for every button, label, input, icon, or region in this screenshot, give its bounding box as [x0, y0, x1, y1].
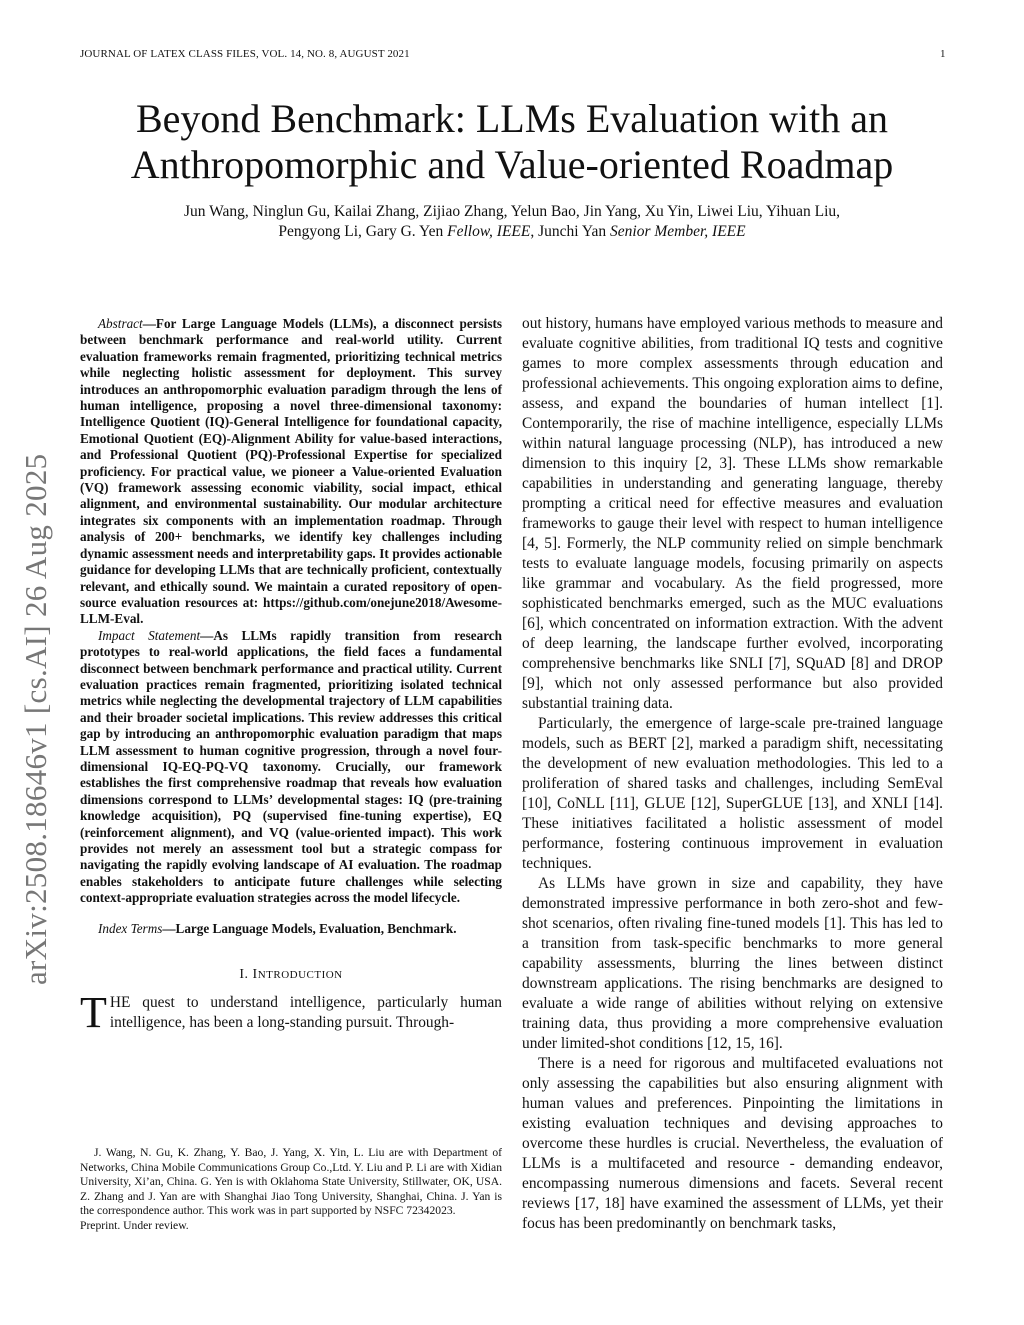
right-column — [522, 314, 943, 1234]
author-title: Senior Member, IEEE — [610, 223, 746, 240]
section-number: I. — [239, 967, 253, 983]
impact-label: Impact Statement — [98, 627, 201, 643]
abstract-text: —For Large Language Models (LLMs), a disconnect persists between benchmark performance and real-world utility. Current evaluation frameworks remain fragmented, prioritizing technical metrics while neglecting holistic assessment for deployment. This survey introduces an anthropomorphic evaluation paradigm through the lens of human intelligence, proposing a novel three-dimensional taxonomy: Intelligence Quotient (IQ)-General Intelligence for foundational capacity, Emotional Quotient (EQ)-Alignment Ability for value-based interactions, and Professional Quotient (PQ)-Professional Expertise for specialized proficiency. For practical value, we pioneer a Value-oriented Evaluation (VQ) framework assessing economic viability, social impact, ethical alignment, and environmental sustainability. Our modular architecture integrates six components with an implementation roadmap. Through analysis of 200+ benchmarks, we identify key challenges including dynamic assessment needs and interpretability gaps. It provides actionable guidance for developing LLMs that are technically proficient, contextually relevant, and ethically sound. We maintain a curated repository of open-source evaluation resources at: https://github.com/onejune2018/Awesome-LLM-Eval. — [80, 316, 502, 627]
drop-cap: T — [80, 988, 107, 1038]
author-title: Fellow, IEEE — [447, 223, 531, 240]
footnote-affiliations: J. Wang, N. Gu, K. Zhang, Y. Bao, J. Yang, X. Yin, L. Liu are with Department of Networks, China Mobile Communications Group Co.,Ltd. Y. Liu and P. Li are with Xidian University, Xi’an, China. G. Yen is with Oklahoma State University, Stillwater, OK, USA. Z. Zhang and J. Yan are with Shanghai Jiao Tong University, Shanghai, China. J. Yan is the correspondence author. This work was in part supported by NSFC 72342023. — [80, 1146, 502, 1218]
left-column — [80, 316, 502, 1038]
body-paragraph: There is a need for rigorous and multifaceted evaluations not only assessing the capabilities but also ensuring alignment with human values and preferences. Pinpointing the limitations in existing evaluation techniques and devising approaches to overcome these hurdles is crucial. Nevertheless, the evaluation of LLMs is a multifaceted and resource - demanding endeavor, encompassing numerous dimensions and facets. Several recent reviews [17, 18] have examined the assessment of LLMs, yet their focus has been predominantly on benchmark tasks, — [522, 1055, 943, 1232]
section-title-rest: NTRODUCTION — [257, 969, 343, 982]
author-line: Jun Wang, Ninglun Gu, Kailai Zhang, Zijiao Zhang, Yelun Bao, Jin Yang, Xu Yin, Liwei Liu, Yihuan Liu, — [183, 203, 841, 220]
author-list — [0, 202, 1024, 242]
abstract — [80, 316, 502, 628]
intro-paragraph — [80, 988, 502, 1038]
impact-statement — [80, 628, 502, 907]
body-paragraph: Particularly, the emergence of large-scale pre-trained language models, such as BERT [2], marked a paradigm shift, necessitating the development of new evaluation methodologies. This led to a proliferation of shared tasks and challenges, including SemEval [10], CoNLL [11], GLUE [12], SuperGLUE [13], and XNLI [14]. These initiatives facilitated a holistic assessment of model performance, fostering continuous improvement in evaluation techniques. — [522, 715, 943, 872]
author-line — [0, 222, 1024, 242]
title-line: Anthropomorphic and Value-oriented Roadmap — [130, 142, 894, 187]
arxiv-stamp: arXiv:2508.18646v1 [cs.AI] 26 Aug 2025 — [18, 453, 53, 985]
running-header: JOURNAL OF LATEX CLASS FILES, VOL. 14, NO. 8, AUGUST 2021 — [80, 48, 410, 60]
index-terms — [80, 921, 502, 937]
paper-title — [0, 96, 1024, 188]
title-line: Beyond Benchmark: LLMs Evaluation with an — [135, 96, 889, 141]
index-terms-label: Index Terms — [98, 920, 163, 936]
author-names: , Junchi Yan — [530, 223, 611, 240]
section-title-initial: I — [252, 967, 258, 983]
index-terms-text: —Large Language Models, Evaluation, Benchmark. — [162, 920, 457, 936]
impact-text: —As LLMs rapidly transition from research prototypes to real-world applications, the field faces a fundamental disconnect between benchmark performance and practical utility. Current evaluation practices remain fragmented, prioritizing isolated technical metrics while neglecting the developmental trajectory of LLM capabilities and their broader societal implications. This review addresses this critical gap by introducing an anthropomorphic evaluation paradigm that maps LLM assessment to human cognitive progression, through a novel four-dimensional IQ-EQ-PQ-VQ taxonomy. Crucially, our framework establishes the first comprehensive roadmap that reveals how evaluation dimensions correspond to LLMs’ developmental stages: IQ (pre-training knowledge acquisition), PQ (supervised fine-tuning expertise), EQ (reinforcement alignment), and VQ (value-oriented impact). This work provides not merely an assessment tool but a strategic compass for navigating the rapidly evolving landscape of AI evaluation. The roadmap enables stakeholders to anticipate future challenges while selecting context-appropriate evaluation strategies across the model lifecycle. — [80, 627, 502, 906]
intro-text: HE quest to understand intelligence, particularly human intelligence, has been a long-standing pursuit. Through- — [109, 994, 502, 1032]
body-paragraph: As LLMs have grown in size and capability, they have demonstrated impressive performance in both zero-shot and few-shot scenarios, often rivaling fine-tuned models [1]. This has led to a transition from task-specific benchmarks to more general capability assessments, blurring the lines between distinct downstream applications. The rising benchmarks are designed to evaluate a wide range of abilities without relying on extensive training data, thus providing a more comprehensive evaluation under limited-shot conditions [12, 15, 16]. — [522, 875, 943, 1052]
footnote — [80, 1146, 502, 1234]
section-heading — [80, 967, 502, 983]
author-names: Pengyong Li, Gary G. Yen — [278, 223, 448, 240]
abstract-label: Abstract — [98, 316, 143, 331]
footnote-status: Preprint. Under review. — [80, 1218, 189, 1232]
page-number: 1 — [940, 48, 946, 60]
body-paragraph: out history, humans have employed various methods to measure and evaluate cognitive abilities, from traditional IQ tests and cognitive games to more complex assessments through education and professional achievements. This ongoing exploration aims to define, assess, and expand the boundaries of human intellect [1]. Contemporarily, the rise of machine intelligence, especially LLMs within natural language processing (NLP), has introduced a new dimension to this inquiry [2, 3]. These LLMs show remarkable capabilities in understanding and generating language, thereby prompting a critical need for effective measures and evaluation frameworks to gauge their level with respect to human intelligence [4, 5]. Formerly, the NLP community relied on simple benchmark tests to evaluate language models, focusing primarily on aspects like grammar and vocabulary. As the field progressed, more sophisticated benchmarks emerged, such as the MUC evaluations [6], which concentrated on information extraction. With the advent of deep learning, the landscape further evolved, incorporating comprehensive benchmarks like SNLI [7], SQuAD [8] and DROP [9], which not only assessed performance but also provided substantial training data. — [522, 315, 943, 712]
